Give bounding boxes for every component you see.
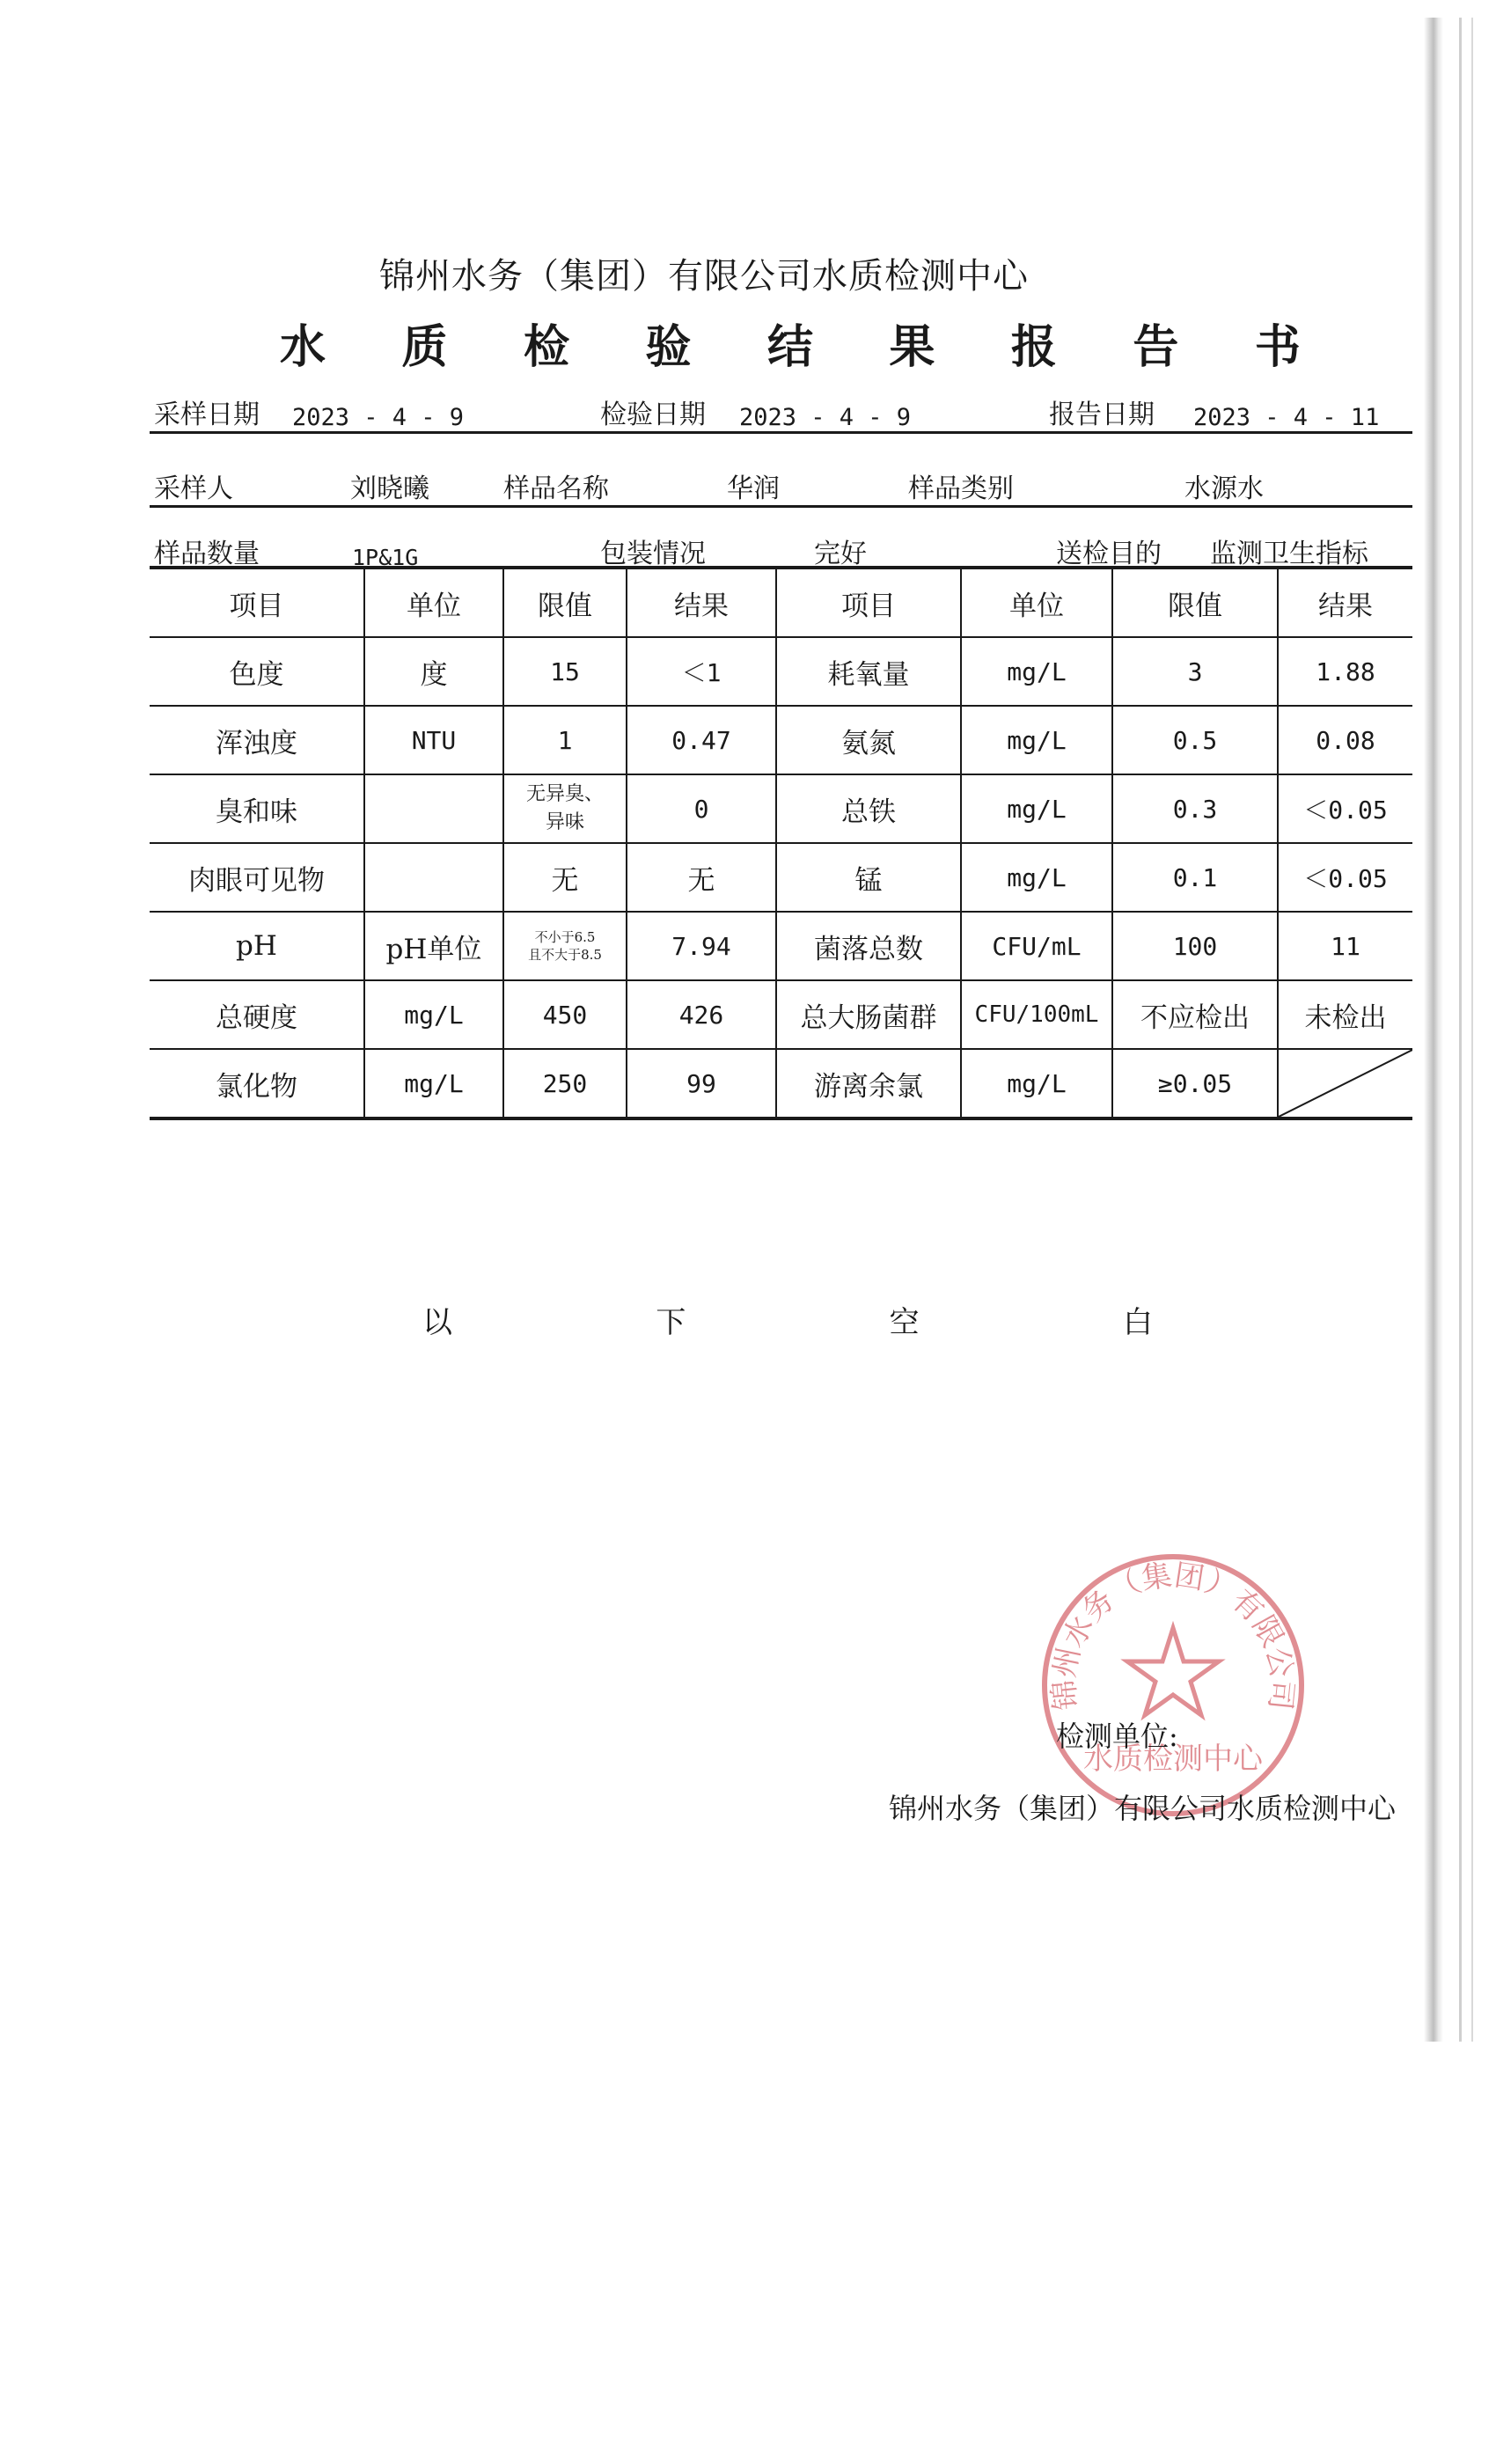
cell — [364, 774, 503, 843]
cell: 总大肠菌群 — [776, 980, 961, 1049]
cell: mg/L — [961, 1049, 1112, 1118]
cell: 1 — [503, 706, 627, 774]
cell: 总铁 — [776, 774, 961, 843]
report-date: 2023 - 4 - 11 — [1193, 404, 1380, 431]
report-date-label: 报告日期 — [1049, 400, 1155, 430]
report-title-char: 检 — [523, 320, 569, 374]
table-row — [150, 912, 1412, 980]
cell: 浑浊度 — [150, 706, 364, 774]
sample-type: 水源水 — [1184, 473, 1264, 504]
packaging-label: 包装情况 — [600, 539, 706, 569]
cell: 度 — [364, 637, 503, 706]
cell: ＜0.05 — [1278, 774, 1412, 843]
table-row — [150, 843, 1412, 912]
diagonal-empty-cell — [1278, 1049, 1412, 1118]
blank-marker-char: 下 — [656, 1305, 686, 1340]
ph-limit-line: 且不大于8.5 — [528, 947, 602, 963]
sampler: 刘晓曦 — [350, 473, 429, 504]
cell: ＜0.05 — [1278, 843, 1412, 912]
ph-limit-line: 不小于6.5 — [534, 929, 596, 945]
cell: mg/L — [364, 1049, 503, 1118]
cell: CFU/mL — [961, 912, 1112, 980]
cell: 11 — [1278, 912, 1412, 980]
odor-limit-line: 无异臭、 — [525, 783, 604, 805]
official-seal — [1037, 1549, 1309, 1822]
header-unit: 单位 — [961, 568, 1112, 637]
header-result: 结果 — [627, 568, 776, 637]
diagonal-line — [1279, 1050, 1412, 1117]
blank-marker — [422, 1298, 1153, 1341]
cell: 无 — [503, 843, 627, 912]
cell: 氯化物 — [150, 1049, 364, 1118]
star-icon — [1127, 1628, 1219, 1715]
cell: 1.88 — [1278, 637, 1412, 706]
cell: CFU/100mL — [961, 980, 1112, 1049]
report-title-char: 验 — [645, 320, 692, 374]
table-row — [150, 980, 1412, 1049]
cell: 0.5 — [1112, 706, 1278, 774]
packaging: 完好 — [814, 539, 867, 569]
cell: 总硬度 — [150, 980, 364, 1049]
cell: 未检出 — [1278, 980, 1412, 1049]
organization-title: 锦州水务（集团）有限公司水质检测中心 — [379, 256, 1029, 297]
cell: 菌落总数 — [776, 912, 961, 980]
sample-info-row — [150, 466, 1412, 508]
table-row — [150, 1049, 1412, 1118]
sampling-date-label: 采样日期 — [154, 400, 260, 430]
cell: mg/L — [961, 637, 1112, 706]
cell: 0 — [627, 774, 776, 843]
report-title — [280, 310, 1301, 376]
cell: 15 — [503, 637, 627, 706]
report-title-char: 质 — [401, 320, 448, 374]
test-date: 2023 - 4 - 9 — [739, 404, 912, 431]
report-title-char: 结 — [766, 320, 813, 374]
cell: 0.1 — [1112, 843, 1278, 912]
signature-organization: 锦州水务（集团）有限公司水质检测中心 — [889, 1792, 1397, 1825]
header-result: 结果 — [1278, 568, 1412, 637]
cell-odor-limit — [503, 774, 627, 843]
blank-marker-char: 空 — [889, 1305, 920, 1340]
header-limit: 限值 — [1112, 568, 1278, 637]
cell: 0.08 — [1278, 706, 1412, 774]
cell: 100 — [1112, 912, 1278, 980]
cell: 250 — [503, 1049, 627, 1118]
quantity: 1P&1G — [352, 545, 419, 570]
cell: 无 — [627, 843, 776, 912]
cell: 色度 — [150, 637, 364, 706]
seal-text: 锦州水务（集团）有限公司 — [1046, 1558, 1300, 1712]
scan-edge-line — [1471, 18, 1473, 2042]
sample-name-label: 样品名称 — [503, 473, 609, 504]
report-title-char: 书 — [1254, 320, 1301, 374]
cell: 0.47 — [627, 706, 776, 774]
report-title-char: 果 — [889, 320, 935, 374]
cell: 426 — [627, 980, 776, 1049]
cell: 耗氧量 — [776, 637, 961, 706]
blank-marker-char: 以 — [422, 1305, 452, 1340]
scan-edge-line — [1459, 18, 1462, 2042]
cell: mg/L — [961, 843, 1112, 912]
sampling-date: 2023 - 4 - 9 — [292, 404, 465, 431]
cell: ≥0.05 — [1112, 1049, 1278, 1118]
cell: 臭和味 — [150, 774, 364, 843]
purpose-label: 送检目的 — [1056, 539, 1162, 569]
cell: 99 — [627, 1049, 776, 1118]
odor-limit-line: 异味 — [545, 811, 584, 833]
report-title-char: 报 — [1010, 320, 1057, 374]
purpose: 监测卫生指标 — [1210, 539, 1368, 569]
cell: 氨氮 — [776, 706, 961, 774]
cell-ph-limit — [503, 912, 627, 980]
table-row — [150, 774, 1412, 843]
table-row — [150, 637, 1412, 706]
sample-type-label: 样品类别 — [908, 473, 1014, 504]
sampler-label: 采样人 — [154, 473, 233, 504]
quantity-label: 样品数量 — [154, 539, 260, 569]
report-title-char: 告 — [1133, 320, 1179, 374]
cell: 7.94 — [627, 912, 776, 980]
cell: NTU — [364, 706, 503, 774]
results-table — [150, 566, 1412, 1120]
header-unit: 单位 — [364, 568, 503, 637]
cell: 肉眼可见物 — [150, 843, 364, 912]
cell: 不应检出 — [1112, 980, 1278, 1049]
seal-bottom-text: 水质检测中心 — [1083, 1742, 1263, 1777]
sample-name: 华润 — [727, 473, 780, 504]
dates-row — [150, 392, 1412, 434]
test-date-label: 检验日期 — [600, 400, 706, 430]
cell: 游离余氯 — [776, 1049, 961, 1118]
report-title-char: 水 — [280, 320, 326, 374]
header-limit: 限值 — [503, 568, 627, 637]
cell: 0.3 — [1112, 774, 1278, 843]
scan-edge — [1424, 18, 1443, 2042]
signature-label: 检测单位: — [1056, 1720, 1178, 1753]
sample-detail-row — [150, 532, 1412, 570]
blank-marker-char: 白 — [1122, 1305, 1153, 1340]
cell: pH单位 — [364, 912, 503, 980]
table-row — [150, 706, 1412, 774]
cell: 450 — [503, 980, 627, 1049]
cell: pH — [150, 912, 364, 980]
cell: ＜1 — [627, 637, 776, 706]
cell: 3 — [1112, 637, 1278, 706]
table-header-row — [150, 568, 1412, 637]
header-item: 项目 — [150, 568, 364, 637]
cell — [364, 843, 503, 912]
header-item: 项目 — [776, 568, 961, 637]
cell: mg/L — [961, 774, 1112, 843]
cell: mg/L — [961, 706, 1112, 774]
cell: 锰 — [776, 843, 961, 912]
cell: mg/L — [364, 980, 503, 1049]
